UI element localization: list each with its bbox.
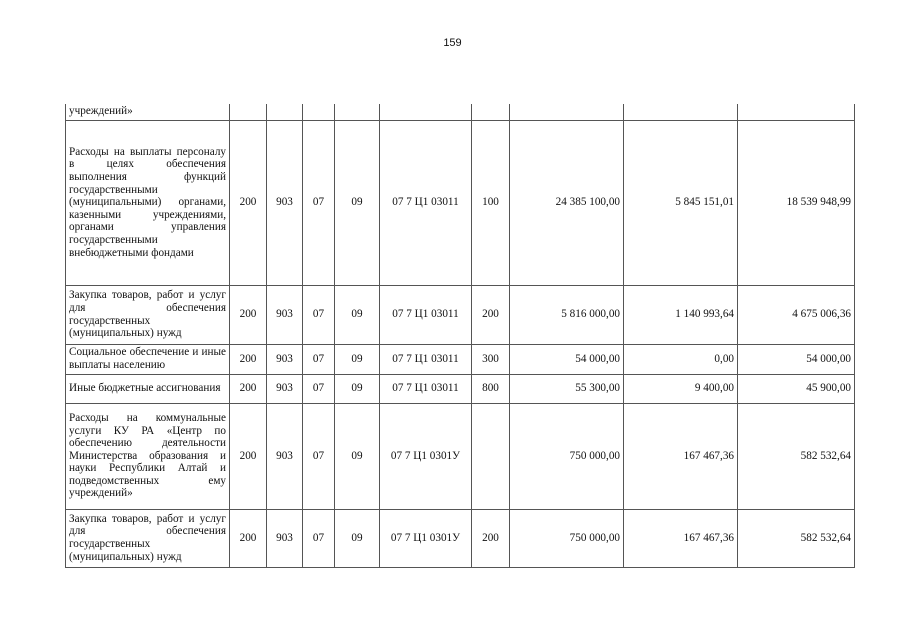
row-target-article: 07 7 Ц1 0301У (380, 403, 472, 509)
row-executed: 5 845 151,01 (624, 120, 738, 285)
row-subsection (335, 104, 380, 120)
row-subsection: 09 (335, 509, 380, 567)
row-section (303, 104, 335, 120)
row-ved: 903 (267, 509, 303, 567)
row-planned (510, 104, 624, 120)
row-name: Социальное обеспечение и иные выплаты населению (66, 344, 230, 374)
row-expense-type: 200 (472, 509, 510, 567)
row-code: 200 (230, 374, 267, 403)
row-remainder: 582 532,64 (738, 403, 855, 509)
table-row (66, 374, 855, 403)
row-section: 07 (303, 509, 335, 567)
row-target-article (380, 104, 472, 120)
row-planned: 5 816 000,00 (510, 285, 624, 344)
row-target-article: 07 7 Ц1 03011 (380, 374, 472, 403)
row-executed: 1 140 993,64 (624, 285, 738, 344)
row-section: 07 (303, 374, 335, 403)
table-row (66, 120, 855, 285)
row-name: учреждений» (66, 104, 230, 120)
table-row (66, 403, 855, 509)
row-name: Закупка товаров, работ и услуг для обеспечения государственных (муниципальных) нужд (66, 509, 230, 567)
row-ved: 903 (267, 285, 303, 344)
row-subsection: 09 (335, 344, 380, 374)
page-number: 159 (443, 37, 462, 49)
row-expense-type: 200 (472, 285, 510, 344)
row-expense-type (472, 403, 510, 509)
row-section: 07 (303, 120, 335, 285)
row-code: 200 (230, 509, 267, 567)
row-name: Закупка товаров, работ и услуг для обеспечения государственных (муниципальных) нужд (66, 285, 230, 344)
row-ved: 903 (267, 344, 303, 374)
row-code: 200 (230, 403, 267, 509)
row-remainder: 4 675 006,36 (738, 285, 855, 344)
row-executed (624, 104, 738, 120)
row-expense-type: 800 (472, 374, 510, 403)
row-expense-type: 100 (472, 120, 510, 285)
table-row (66, 104, 855, 120)
row-planned: 54 000,00 (510, 344, 624, 374)
row-section: 07 (303, 344, 335, 374)
row-subsection: 09 (335, 374, 380, 403)
row-name: Иные бюджетные ассигнования (66, 374, 230, 403)
row-code: 200 (230, 285, 267, 344)
row-target-article: 07 7 Ц1 03011 (380, 285, 472, 344)
row-ved: 903 (267, 403, 303, 509)
row-subsection: 09 (335, 285, 380, 344)
row-remainder: 582 532,64 (738, 509, 855, 567)
row-expense-type: 300 (472, 344, 510, 374)
row-section: 07 (303, 403, 335, 509)
row-subsection: 09 (335, 120, 380, 285)
row-section: 07 (303, 285, 335, 344)
row-executed: 167 467,36 (624, 403, 738, 509)
table-row (66, 344, 855, 374)
row-remainder: 45 900,00 (738, 374, 855, 403)
row-remainder: 54 000,00 (738, 344, 855, 374)
table-row (66, 285, 855, 344)
table-row (66, 509, 855, 567)
row-executed: 9 400,00 (624, 374, 738, 403)
row-code: 200 (230, 120, 267, 285)
row-ved: 903 (267, 374, 303, 403)
row-name: Расходы на выплаты персоналу в целях обеспечения выполнения функций государственными (муниципальными) органами, казенными учреждениями, органами управления государственными внебюджетными фондами (66, 120, 230, 285)
row-target-article: 07 7 Ц1 03011 (380, 120, 472, 285)
row-code (230, 104, 267, 120)
row-planned: 750 000,00 (510, 509, 624, 567)
row-code: 200 (230, 344, 267, 374)
row-target-article: 07 7 Ц1 03011 (380, 344, 472, 374)
row-expense-type (472, 104, 510, 120)
row-remainder: 18 539 948,99 (738, 120, 855, 285)
row-remainder (738, 104, 855, 120)
row-ved (267, 104, 303, 120)
row-planned: 55 300,00 (510, 374, 624, 403)
row-name: Расходы на коммунальные услуги КУ РА «Центр по обеспечению деятельности Министерства образования и науки Республики Алтай и подведомственных ему учреждений» (66, 403, 230, 509)
row-target-article: 07 7 Ц1 0301У (380, 509, 472, 567)
row-executed: 167 467,36 (624, 509, 738, 567)
budget-table (65, 104, 855, 568)
row-ved: 903 (267, 120, 303, 285)
row-executed: 0,00 (624, 344, 738, 374)
row-planned: 750 000,00 (510, 403, 624, 509)
row-subsection: 09 (335, 403, 380, 509)
row-planned: 24 385 100,00 (510, 120, 624, 285)
